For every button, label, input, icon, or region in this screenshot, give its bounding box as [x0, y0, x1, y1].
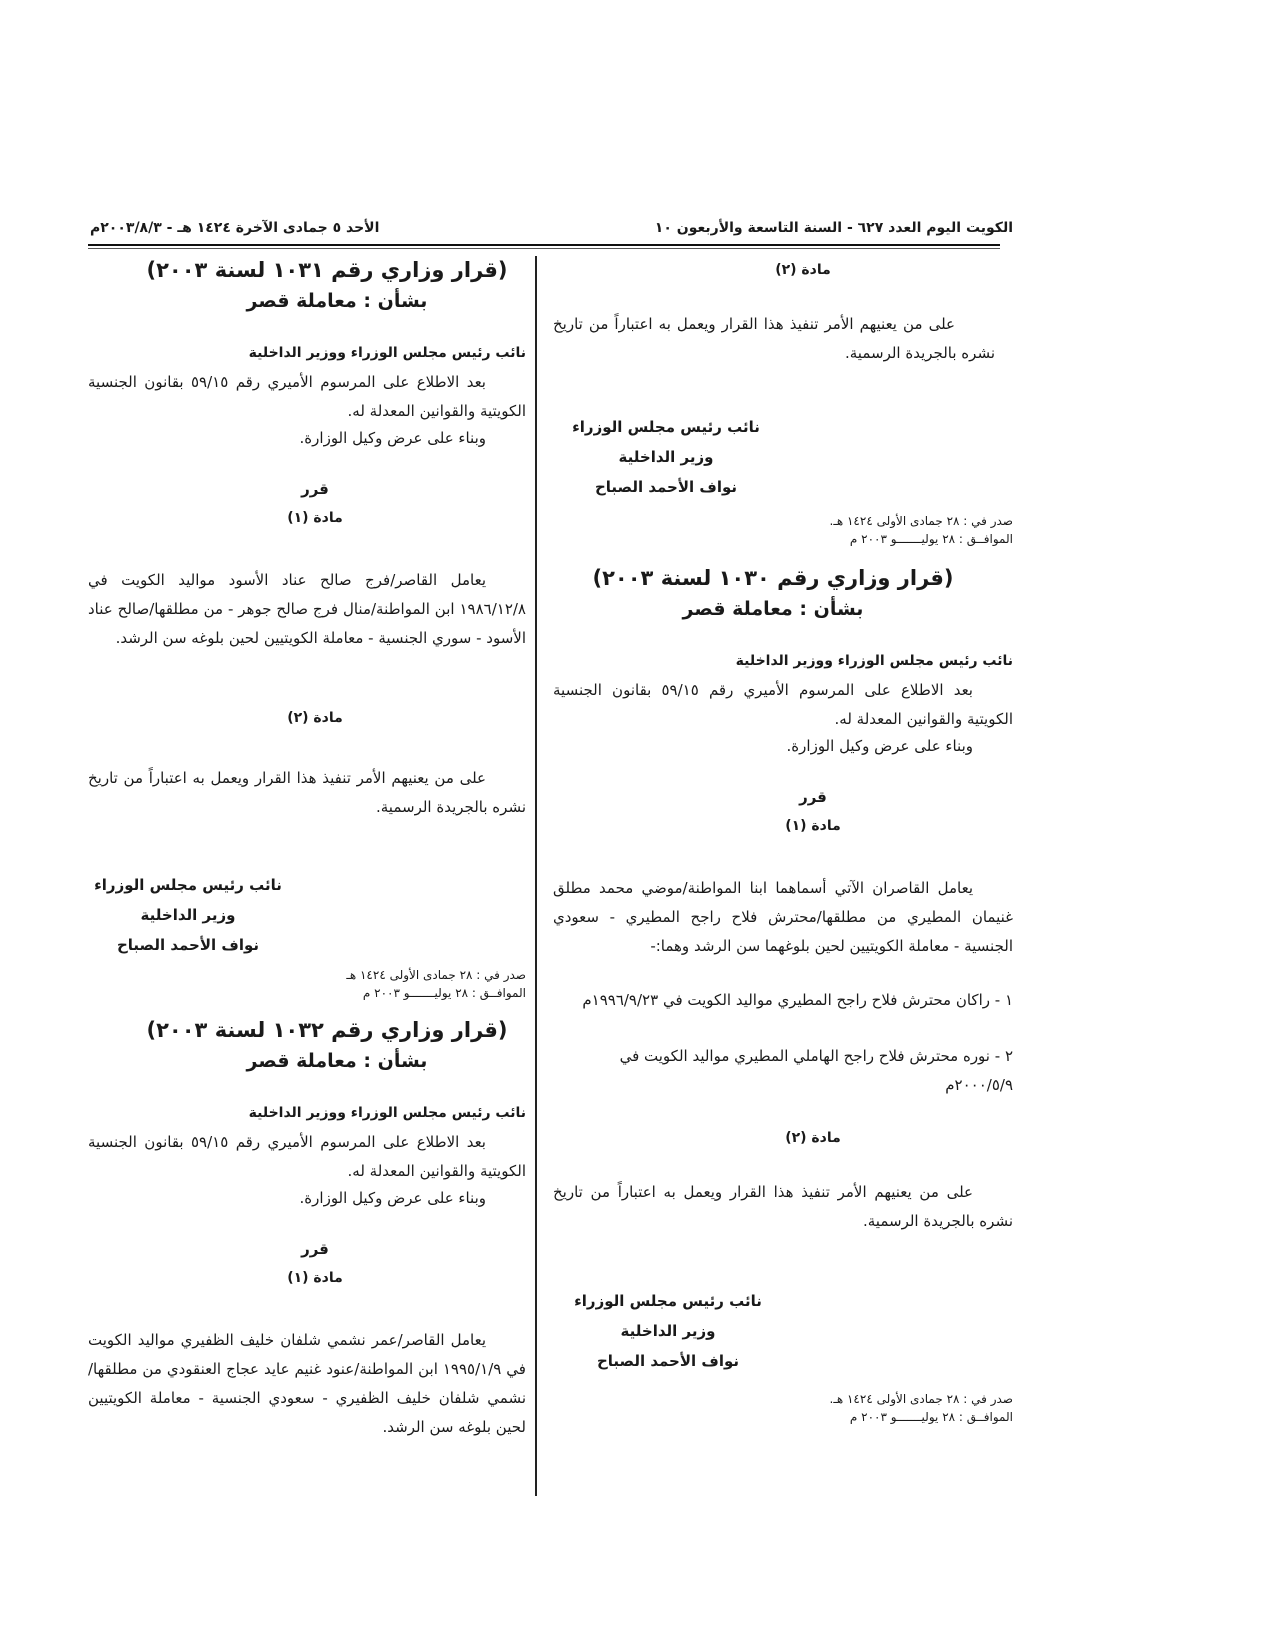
signature-block: [88, 870, 288, 960]
decision-preamble: وبناء على عرض وكيل الوزارة.: [299, 429, 486, 447]
signature-block: [561, 412, 771, 502]
decision-preamble: بعد الاطلاع على المرسوم الأميري رقم ٥٩/١٥ بقانون الجنسية الكويتية والقوانين المعدلة له.: [88, 1133, 526, 1180]
list-item: ٢ - نوره محترش فلاح راجح الهاملي المطيري مواليد الكويت في ٢٠٠٠/٥/٩م: [619, 1047, 1013, 1094]
signature-title: نائب رئيس مجلس الوزراء: [94, 876, 282, 894]
signature-name: نواف الأحمد الصباح: [594, 478, 737, 496]
issued-date-block: [296, 966, 526, 1002]
article-text: يعامل القاصر/عمر نشمي شلفان خليف الظفيري مواليد الكويت في ١٩٩٥/١/٩ ابن المواطنة/عنود غنيم عايد عجاج العنقودي من مطلقها/نشمي شلفان خليف الظفيري - سعودي الجنسية - معاملة الكويتيين لحين بلوغه سن الرشد.: [88, 1331, 526, 1436]
signature-title: وزير الداخلية: [618, 448, 714, 466]
decided-heading: قرر: [301, 1240, 329, 1258]
right-column: [553, 262, 1013, 1462]
issued-line: الموافــق : ٢٨ يوليـــــــو ٢٠٠٣ م: [362, 986, 526, 1000]
article-label: مادة (١): [287, 510, 343, 526]
issued-line: صدر في : ٢٨ جمادى الأولى ١٤٢٤ هـ.: [829, 1392, 1013, 1406]
signature-title: نائب رئيس مجلس الوزراء: [574, 1292, 762, 1310]
issued-line: الموافــق : ٢٨ يوليـــــــو ٢٠٠٣ م: [849, 1410, 1013, 1424]
article-label: مادة (١): [785, 818, 841, 834]
header-rule: [88, 244, 1000, 246]
decision-preamble: وبناء على عرض وكيل الوزارة.: [786, 737, 973, 755]
decision-subject: بشأن : معاملة قصر: [246, 290, 428, 312]
decision-issuer: نائب رئيس مجلس الوزراء ووزير الداخلية: [248, 1105, 526, 1121]
issued-line: الموافــق : ٢٨ يوليـــــــو ٢٠٠٣ م: [849, 532, 1013, 546]
issued-date-block: [763, 1390, 1013, 1426]
list-item: ١ - راكان محترش فلاح راجح المطيري مواليد الكويت في ١٩٩٦/٩/٢٣م: [582, 991, 1013, 1009]
decision-issuer: نائب رئيس مجلس الوزراء ووزير الداخلية: [735, 653, 1013, 669]
signature-title: وزير الداخلية: [140, 906, 236, 924]
header-date: الأحد ٥ جمادى الآخرة ١٤٢٤ هـ - ٢٠٠٣/٨/٣م: [90, 220, 380, 236]
decision-preamble: بعد الاطلاع على المرسوم الأميري رقم ٥٩/١٥ بقانون الجنسية الكويتية والقوانين المعدلة له.: [553, 681, 1013, 728]
article-text: على من يعنيهم الأمر تنفيذ هذا القرار ويعمل به اعتباراً من تاريخ نشره بالجريدة الرسمية.: [553, 1183, 1013, 1230]
left-column: [88, 258, 526, 1462]
decision-title: (قرار وزاري رقم ١٠٣١ لسنة ٢٠٠٣): [146, 258, 508, 282]
signature-title: وزير الداخلية: [620, 1322, 716, 1340]
article-label: مادة (٢): [287, 710, 343, 726]
article-label: مادة (٢): [785, 1130, 841, 1146]
decision-subject: بشأن : معاملة قصر: [682, 598, 864, 620]
signature-block: [558, 1286, 778, 1376]
decided-heading: قرر: [301, 480, 329, 498]
article-label: مادة (١): [287, 1270, 343, 1286]
decided-heading: قرر: [799, 788, 827, 806]
header-rule-thin: [88, 248, 1000, 249]
header-issue-info: الكويت اليوم العدد ٦٢٧ - السنة التاسعة والأربعون ١٠: [654, 220, 1013, 236]
signature-name: نواف الأحمد الصباح: [116, 936, 259, 954]
decision-preamble: بعد الاطلاع على المرسوم الأميري رقم ٥٩/١٥ بقانون الجنسية الكويتية والقوانين المعدلة له.: [88, 373, 526, 420]
article-label: مادة (٢): [775, 262, 831, 278]
issued-date-block: [763, 512, 1013, 548]
signature-name: نواف الأحمد الصباح: [596, 1352, 739, 1370]
decision-title: (قرار وزاري رقم ١٠٣٠ لسنة ٢٠٠٣): [592, 566, 954, 590]
article-text: على من يعنيهم الأمر تنفيذ هذا القرار ويعمل به اعتباراً من تاريخ نشره بالجريدة الرسمية.: [553, 315, 995, 362]
article-text: يعامل القاصران الآتي أسماهما ابنا المواطنة/موضي محمد مطلق غنيمان المطيري من مطلقها/محترش فلاح راجح المطيري - سعودي الجنسية - معاملة الكويتيين لحين بلوغهما سن الرشد وهما:-: [553, 879, 1013, 955]
column-divider: [535, 256, 537, 1496]
decision-issuer: نائب رئيس مجلس الوزراء ووزير الداخلية: [248, 345, 526, 361]
article-text: يعامل القاصر/فرج صالح عناد الأسود مواليد الكويت في ١٩٨٦/١٢/٨ ابن المواطنة/منال فرج صالح جوهر - من مطلقها/صالح عناد الأسود - سوري الجنسية - معاملة الكويتيين لحين بلوغه سن الرشد.: [88, 571, 526, 647]
article-text: على من يعنيهم الأمر تنفيذ هذا القرار ويعمل به اعتباراً من تاريخ نشره بالجريدة الرسمية.: [88, 769, 526, 816]
issued-line: صدر في : ٢٨ جمادى الأولى ١٤٢٤ هـ.: [829, 514, 1013, 528]
decision-title: (قرار وزاري رقم ١٠٣٢ لسنة ٢٠٠٣): [146, 1018, 508, 1042]
decision-subject: بشأن : معاملة قصر: [246, 1050, 428, 1072]
signature-title: نائب رئيس مجلس الوزراء: [572, 418, 760, 436]
issued-line: صدر في : ٢٨ جمادى الأولى ١٤٢٤ هـ: [346, 968, 526, 982]
decision-preamble: وبناء على عرض وكيل الوزارة.: [299, 1189, 486, 1207]
